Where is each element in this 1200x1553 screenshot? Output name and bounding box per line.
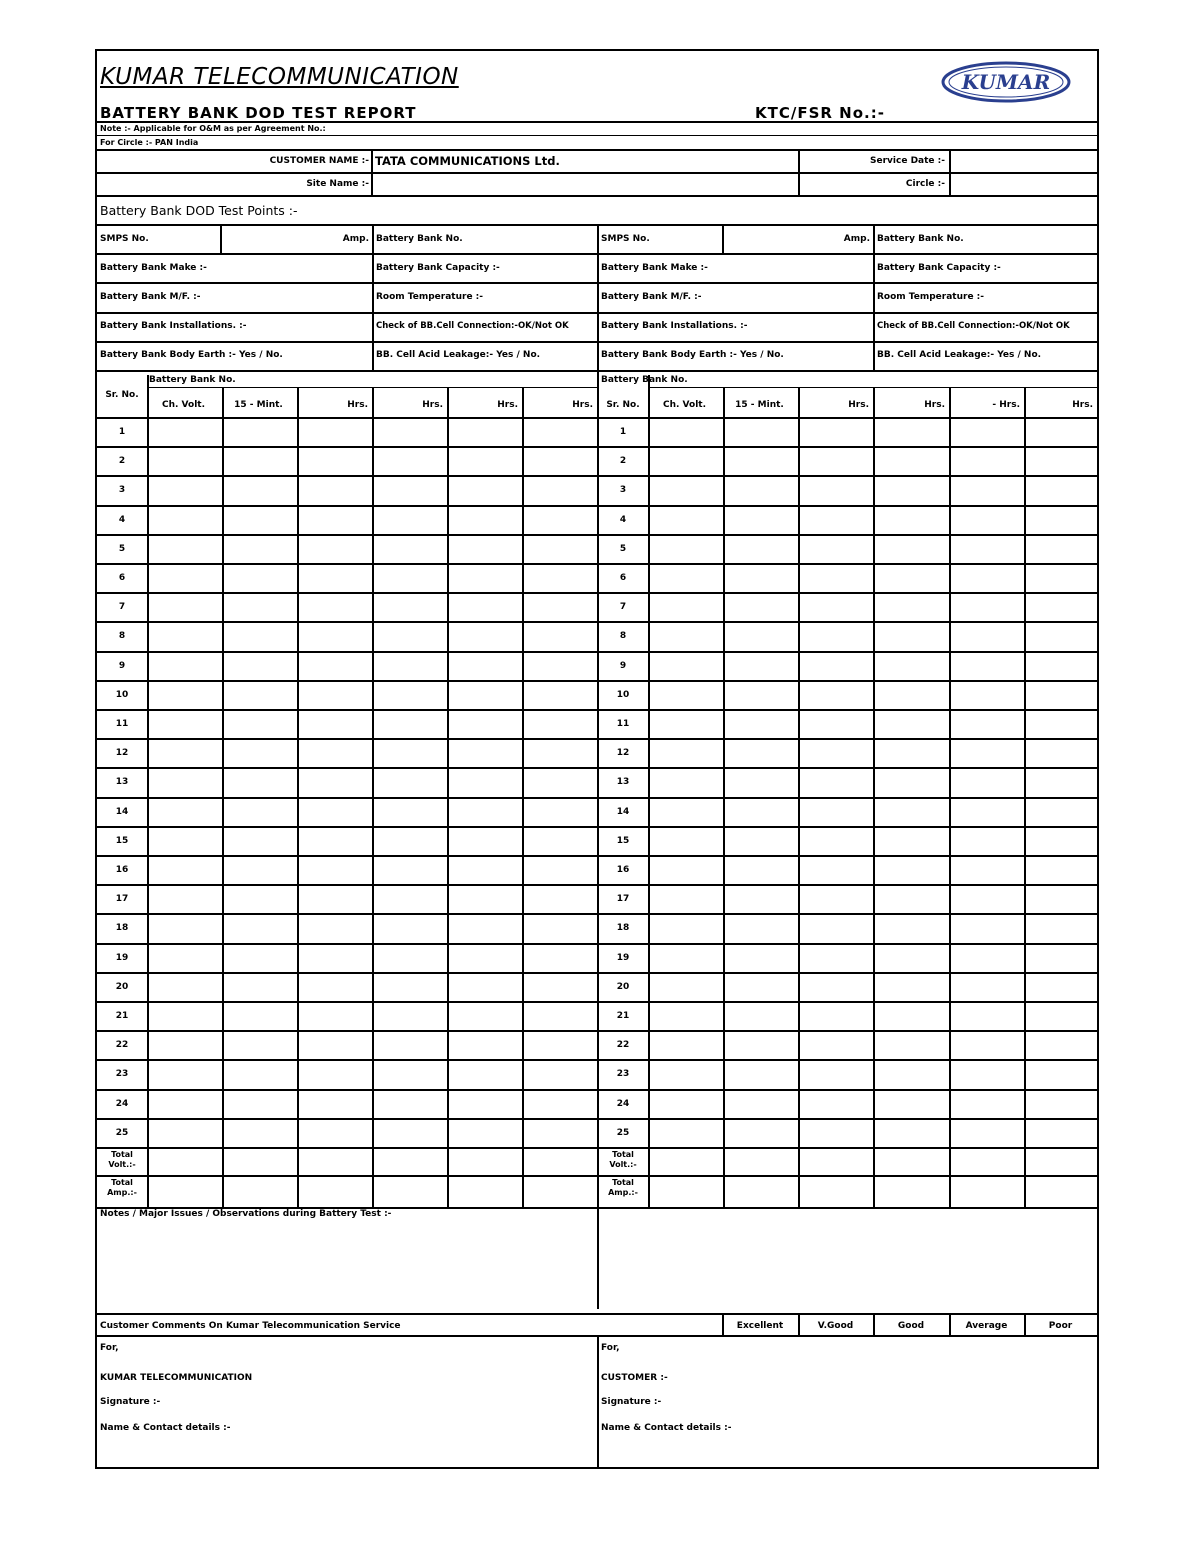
right-col-header: Hrs. — [1072, 400, 1093, 410]
circle-note: For Circle :- PAN India — [100, 138, 199, 147]
company-name: KUMAR TELECOMMUNICATION — [100, 64, 459, 90]
left-smps-no: SMPS No. — [100, 234, 149, 244]
right-row-number: 20 — [616, 981, 630, 992]
right-row-number: 24 — [616, 1098, 630, 1109]
left-row-number: 8 — [118, 631, 126, 642]
left-body-earth: Battery Bank Body Earth :- Yes / No. — [100, 350, 283, 360]
right-row-number: 6 — [619, 573, 627, 583]
right-col-header: Hrs. — [924, 400, 945, 410]
left-row-number: 6 — [118, 573, 126, 583]
left-row-number: 21 — [115, 1011, 129, 1021]
right-row-number: 8 — [619, 631, 627, 642]
left-table-bank-no: Battery Bank No. — [149, 375, 236, 385]
left-row-number: 5 — [118, 543, 126, 554]
right-total-volt-1: Total — [612, 1150, 634, 1159]
left-mf: Battery Bank M/F. :- — [100, 292, 201, 302]
left-row-number: 9 — [118, 660, 126, 671]
left-row-number: 18 — [115, 923, 129, 934]
left-col-header: Hrs. — [572, 400, 593, 410]
footer-right-signature: Signature :- — [601, 1397, 662, 1407]
right-total-amp-1: Total — [612, 1178, 634, 1187]
customer-name-label: CUSTOMER NAME :- — [269, 156, 369, 166]
left-col-header: Hrs. — [422, 400, 443, 410]
left-row-number: 23 — [115, 1069, 129, 1080]
right-make: Battery Bank Make :- — [601, 263, 708, 273]
left-row-number: 25 — [115, 1127, 129, 1138]
circle-label: Circle :- — [905, 179, 945, 189]
comments-label: Customer Comments On Kumar Telecommunication Service — [100, 1321, 401, 1331]
right-col-header: 15 - Mint. — [735, 400, 784, 410]
left-cell-connection: Check of BB.Cell Connection:-OK/Not OK — [376, 321, 569, 331]
left-col-header: Hrs. — [347, 400, 368, 410]
rating-option[interactable]: Average — [965, 1321, 1008, 1331]
test-points-title: Battery Bank DOD Test Points :- — [100, 203, 298, 218]
right-row-number: 22 — [616, 1040, 630, 1051]
right-total-amp-2: Amp.:- — [608, 1188, 638, 1197]
left-row-number: 7 — [118, 602, 126, 613]
customer-name-value: TATA COMMUNICATIONS Ltd. — [375, 154, 560, 168]
right-row-number: 23 — [616, 1069, 630, 1080]
right-acid-leakage: BB. Cell Acid Leakage:- Yes / No. — [877, 350, 1042, 360]
right-row-number: 4 — [619, 514, 627, 525]
right-battery-bank-no: Battery Bank No. — [877, 234, 964, 244]
right-col-header: Ch. Volt. — [662, 400, 707, 410]
footer-right-for: For, — [601, 1343, 620, 1353]
agreement-note: Note :- Applicable for O&M as per Agreement No.: — [100, 124, 326, 133]
logo-text: KUMAR — [961, 70, 1051, 94]
left-acid-leakage: BB. Cell Acid Leakage:- Yes / No. — [376, 350, 541, 360]
right-row-number: 1 — [619, 427, 627, 437]
right-col-header: - Hrs. — [992, 400, 1020, 410]
left-row-number: 13 — [115, 777, 129, 788]
right-room-temp: Room Temperature :- — [877, 292, 985, 302]
fsr-number-label: KTC/FSR No.:- — [755, 104, 885, 122]
left-row-number: 24 — [115, 1098, 129, 1109]
left-row-number: 22 — [115, 1040, 129, 1051]
left-total-volt-1: Total — [111, 1150, 133, 1159]
rating-option[interactable]: Good — [897, 1321, 925, 1331]
rating-option[interactable]: Excellent — [736, 1321, 784, 1331]
right-mf: Battery Bank M/F. :- — [601, 292, 702, 302]
right-row-number: 9 — [619, 660, 627, 671]
right-col-header: Hrs. — [848, 400, 869, 410]
right-row-number: 13 — [616, 777, 630, 788]
right-capacity: Battery Bank Capacity :- — [877, 263, 1001, 273]
service-date-label: Service Date :- — [870, 156, 945, 166]
right-smps-no: SMPS No. — [601, 234, 650, 244]
right-cell-connection: Check of BB.Cell Connection:-OK/Not OK — [877, 321, 1070, 331]
left-total-amp-2: Amp.:- — [107, 1188, 137, 1197]
report-title: BATTERY BANK DOD TEST REPORT — [100, 104, 417, 122]
footer-left-contact: Name & Contact details :- — [100, 1423, 231, 1433]
kumar-logo — [941, 61, 1071, 103]
left-row-number: 16 — [115, 865, 129, 875]
right-row-number: 19 — [616, 952, 630, 963]
right-amp: Amp. — [843, 234, 870, 244]
left-row-number: 14 — [115, 806, 129, 817]
left-row-number: 11 — [115, 719, 129, 729]
left-sr-no-header: Sr. No. — [105, 390, 139, 400]
right-row-number: 12 — [616, 748, 630, 759]
left-row-number: 20 — [115, 981, 129, 992]
left-amp: Amp. — [342, 234, 369, 244]
right-sr-no-header: Sr. No. — [606, 400, 640, 410]
left-row-number: 15 — [115, 835, 129, 846]
left-col-header: 15 - Mint. — [234, 400, 283, 410]
right-row-number: 16 — [616, 865, 630, 875]
right-row-number: 11 — [616, 719, 630, 729]
left-row-number: 2 — [118, 456, 126, 467]
right-row-number: 7 — [619, 602, 627, 613]
left-battery-bank-no: Battery Bank No. — [376, 234, 463, 244]
right-row-number: 17 — [616, 894, 630, 905]
right-installations: Battery Bank Installations. :- — [601, 321, 748, 331]
left-row-number: 17 — [115, 894, 129, 905]
right-total-volt-2: Volt.:- — [609, 1160, 637, 1169]
left-row-number: 10 — [115, 689, 129, 700]
right-row-number: 10 — [616, 689, 630, 700]
left-col-header: Ch. Volt. — [161, 400, 206, 410]
rating-option[interactable]: V.Good — [817, 1321, 854, 1331]
right-row-number: 18 — [616, 923, 630, 934]
left-row-number: 3 — [118, 485, 126, 496]
right-row-number: 3 — [619, 485, 627, 496]
right-row-number: 21 — [616, 1011, 630, 1021]
rating-option[interactable]: Poor — [1048, 1321, 1073, 1331]
site-name-label: Site Name :- — [306, 179, 369, 189]
left-row-number: 4 — [118, 514, 126, 525]
left-total-amp-1: Total — [111, 1178, 133, 1187]
footer-right-contact: Name & Contact details :- — [601, 1423, 732, 1433]
footer-left-company: KUMAR TELECOMMUNICATION — [100, 1373, 253, 1383]
footer-left-signature: Signature :- — [100, 1397, 161, 1407]
right-row-number: 25 — [616, 1127, 630, 1138]
footer-left-for: For, — [100, 1343, 119, 1353]
left-capacity: Battery Bank Capacity :- — [376, 263, 500, 273]
footer-right-customer: CUSTOMER :- — [601, 1373, 668, 1383]
left-col-header: Hrs. — [497, 400, 518, 410]
left-total-volt-2: Volt.:- — [108, 1160, 136, 1169]
left-room-temp: Room Temperature :- — [376, 292, 484, 302]
right-row-number: 5 — [619, 543, 627, 554]
right-row-number: 14 — [616, 806, 630, 817]
left-row-number: 1 — [118, 427, 126, 437]
left-row-number: 19 — [115, 952, 129, 963]
report-sheet — [95, 49, 1099, 1469]
right-row-number: 15 — [616, 835, 630, 846]
right-table-bank-no: Battery Bank No. — [601, 375, 688, 385]
notes-label: Notes / Major Issues / Observations during Battery Test :- — [100, 1209, 392, 1219]
right-row-number: 2 — [619, 456, 627, 467]
left-installations: Battery Bank Installations. :- — [100, 321, 247, 331]
left-row-number: 12 — [115, 748, 129, 759]
right-body-earth: Battery Bank Body Earth :- Yes / No. — [601, 350, 784, 360]
left-make: Battery Bank Make :- — [100, 263, 207, 273]
